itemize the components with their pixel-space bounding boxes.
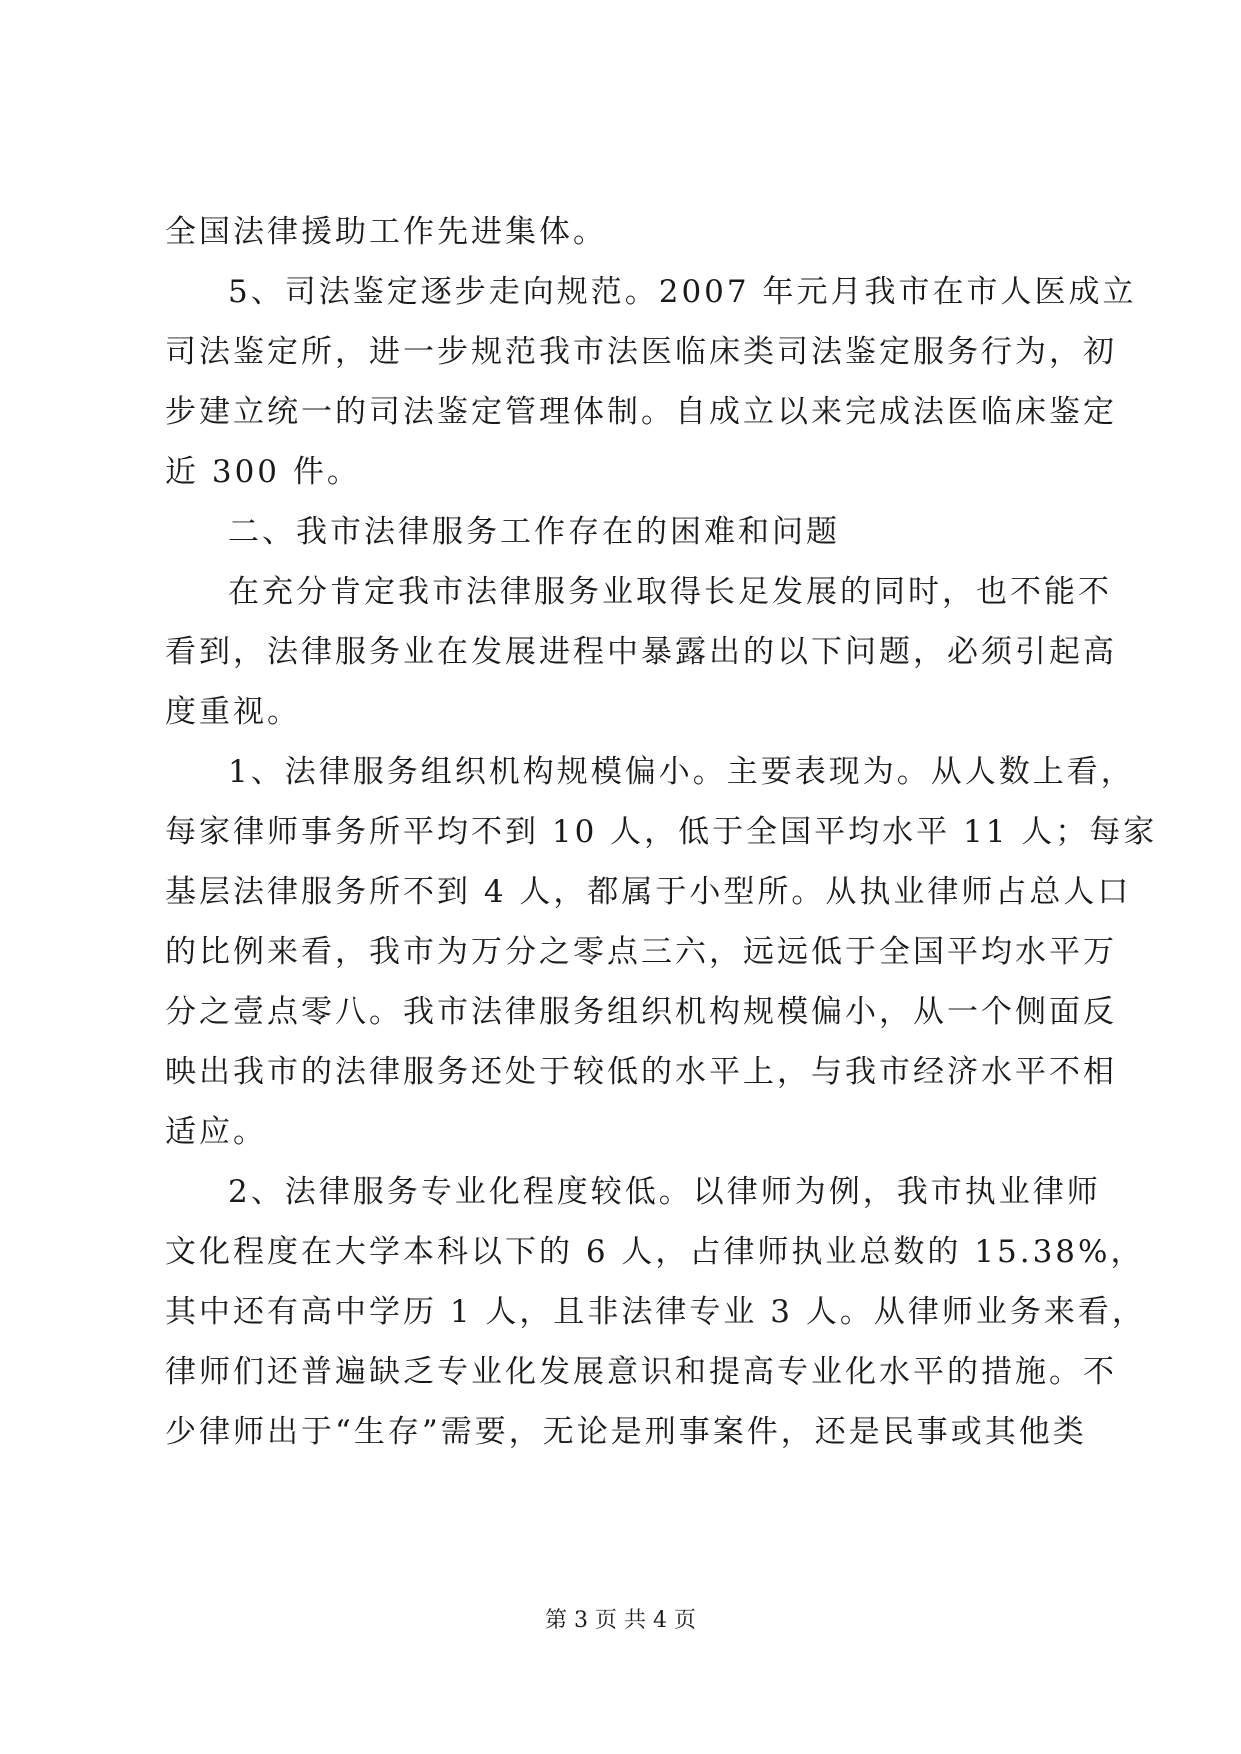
text-line: 映出我市的法律服务还处于较低的水平上，与我市经济水平不相 <box>165 1054 1117 1090</box>
text-line: 分之壹点零八。我市法律服务组织机构规模偏小，从一个侧面反 <box>165 994 1117 1030</box>
text-line: 度重视。 <box>165 694 301 730</box>
text-line: 看到，法律服务业在发展进程中暴露出的以下问题，必须引起高 <box>165 634 1117 670</box>
text-line: 全国法律援助工作先进集体。 <box>165 214 607 250</box>
text-line: 的比例来看，我市为万分之零点三六，远远低于全国平均水平万 <box>165 934 1117 970</box>
text-line: 适应。 <box>165 1114 267 1150</box>
text-line: 在充分肯定我市法律服务业取得长足发展的同时，也不能不 <box>228 574 1112 610</box>
section-heading: 二、我市法律服务工作存在的困难和问题 <box>228 514 840 550</box>
page-number-footer: 第 3 页 共 4 页 <box>545 1608 696 1633</box>
text-line: 1、法律服务组织机构规模偏小。主要表现为。从人数上看， <box>228 754 1135 790</box>
text-line: 5、司法鉴定逐步走向规范。2007 年元月我市在市人医成立 <box>228 274 1137 310</box>
text-line: 少律师出于“生存”需要，无论是刑事案件，还是民事或其他类 <box>165 1414 1087 1450</box>
text-line: 近 300 件。 <box>165 454 361 490</box>
text-line: 律师们还普遍缺乏专业化发展意识和提高专业化水平的措施。不 <box>165 1354 1117 1390</box>
text-line: 2、法律服务专业化程度较低。以律师为例，我市执业律师 <box>228 1174 1101 1210</box>
text-line: 每家律师事务所平均不到 10 人，低于全国平均水平 11 人；每家 <box>165 814 1158 850</box>
text-line: 基层法律服务所不到 4 人，都属于小型所。从执业律师占总人口 <box>165 874 1132 910</box>
text-line: 其中还有高中学历 1 人，且非法律专业 3 人。从律师业务来看， <box>165 1294 1146 1330</box>
text-line: 文化程度在大学本科以下的 6 人，占律师执业总数的 15.38%， <box>165 1234 1145 1270</box>
text-line: 步建立统一的司法鉴定管理体制。自成立以来完成法医临床鉴定 <box>165 394 1117 430</box>
text-line: 司法鉴定所，进一步规范我市法医临床类司法鉴定服务行为，初 <box>165 334 1117 370</box>
